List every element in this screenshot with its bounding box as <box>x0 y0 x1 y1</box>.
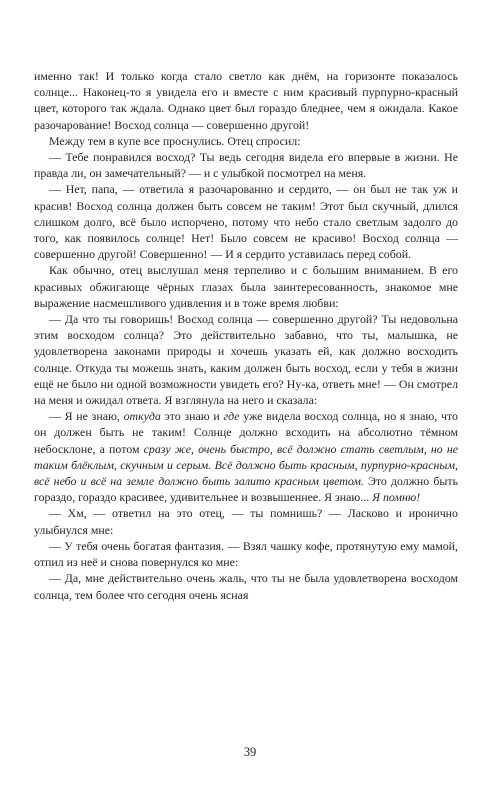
page-text <box>34 68 458 603</box>
paragraph: именно так! И только когда стало светло как днём, на горизонте показалось солнце... Наконец-то я увидела его и вместе с ним красивый пурпурно-красный цвет, которого так ждала. Однако цвет был гораздо бледнее, чем я ожидала. Какое разочарование! Восход солнца — совершенно другой! <box>34 69 458 132</box>
italic-run: сразу же, очень быстро, всё должно стать светлым, но не таким блёклым, скучным и серым. Всё должно быть красным, пурпурно-красным, всё небо и всё на земле должно быть залито красным цветом. <box>34 441 458 489</box>
paragraph: Между тем в купе все проснулись. Отец спросил: <box>49 133 301 148</box>
italic-run: откуда <box>123 409 161 424</box>
paragraph: — Тебе понравился восход? Ты ведь сегодня видела его впервые в жизни. Не правда ли, он замечательный? — и с улыбкой посмотрел на меня. <box>34 150 458 181</box>
paragraph: Как обычно, отец выслушал меня терпеливо и с большим вниманием. В его красивых обжигающе чёрных глазах была заинтересованность, знакомое мне выражение насмешливого удивления и в тоже время любви: <box>34 263 458 310</box>
paragraph: — Нет, папа, — ответила я разочарованно и сердито, — он был не так уж и красив! Восход солнца должен быть совсем не таким! Этот был скучный, длился слишком долго, всё было испорчено, потому что небо стало светлым задолго до того, как появилось солнце! Нет! Было совсем не красиво! Восход солнца — совершенно другой! Совершенно! — И я сердито уставилась перед собой. <box>34 182 458 262</box>
paragraph: — Хм, — ответил на это отец, — ты помнишь? — Ласково и иронично улыбнулся мне: <box>34 506 458 537</box>
paragraph: — Да что ты говоришь! Восход солнца — совершенно другой? Ты недовольна этим восходом солнца? Это действительно забавно, что ты, малышка, не удовлетворена законами природы и хочешь указать ей, как должно восходить солнце. Откуда ты можешь знать, каким должен быть восход, если у тебя в жизни ещё не было ни одной возможности увидеть его? Ну-ка, ответь мне! — Он смотрел на меня и ожидал ответа. Я взглянула на него и сказала: <box>34 312 458 408</box>
paragraph <box>34 408 458 505</box>
paragraph: — У тебя очень богатая фантазия. — Взял чашку кофе, протянутую ему мамой, отпил из неё и снова повернулся ко мне: <box>34 538 458 570</box>
italic-run: Я помню! <box>372 490 421 505</box>
paragraph: — Да, мне действительно очень жаль, что ты не была удовлетворена восходом солнца, тем более что сегодня очень ясная <box>34 571 458 602</box>
page-number: 39 <box>243 745 257 759</box>
text-run: — Я не знаю, <box>49 409 124 424</box>
text-run: это знаю и <box>160 409 224 424</box>
text-run: уже видела восход солнца, но я знаю, что он должен быть не таким! Солнце должно всходить на абсолютно тёмном небосклоне, а потом <box>34 409 458 456</box>
italic-run: где <box>223 409 240 424</box>
text-run: Это должно быть гораздо, гораздо красивее, удивительнее и возвышеннее. Я знаю... <box>34 474 458 505</box>
